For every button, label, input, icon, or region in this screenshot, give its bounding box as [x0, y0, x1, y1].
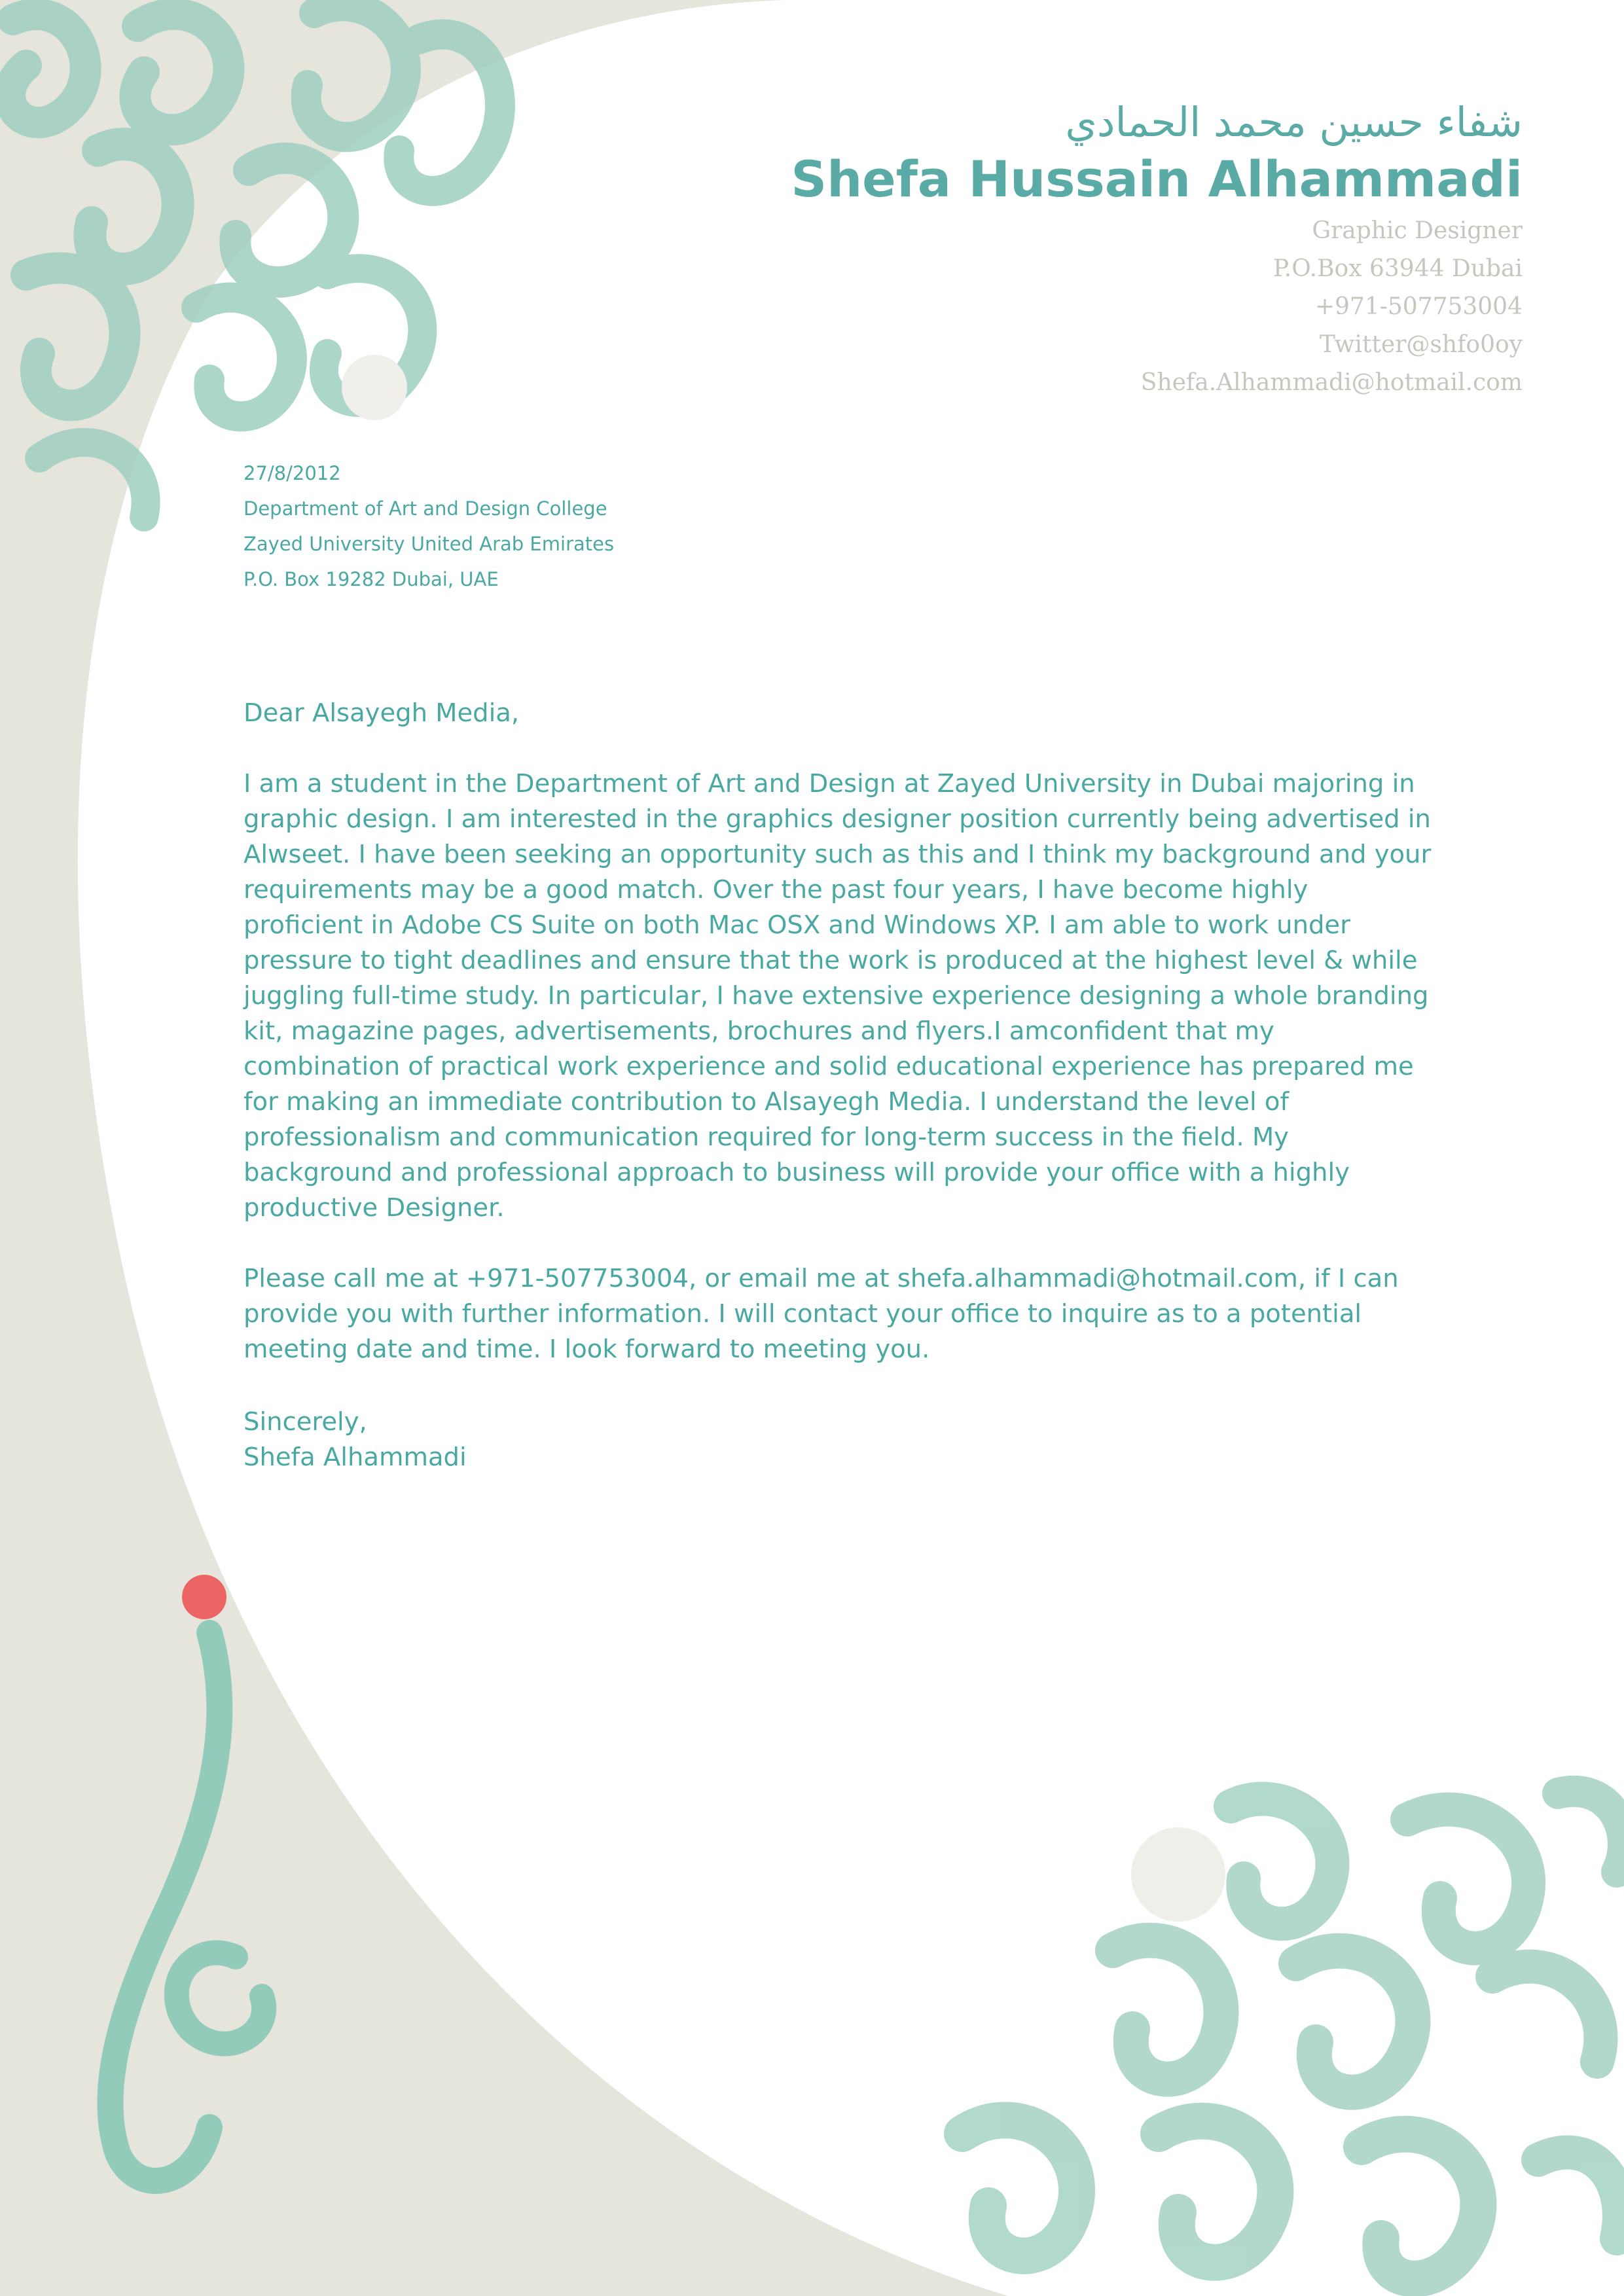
contact-phone: +971-507753004 — [1314, 293, 1523, 320]
letter-date: 27/8/2012 — [244, 462, 341, 484]
body-paragraph: Please call me at +971-507753004, or email me at shefa.alhammadi@hotmail.com, if I can provide you with further information. I will contact your office to inquire as to a potential meeting date and time. I look forward to meeting you. — [244, 1264, 1399, 1364]
letter-body — [244, 696, 1435, 1403]
recipient-line: Department of Art and Design College — [244, 497, 607, 520]
name-english: Shefa Hussain Alhammadi — [791, 150, 1523, 209]
body-paragraph: I am a student in the Department of Art and Design at Zayed University in Dubai majoring in graphic design. I am interested in the graphics designer position currently being advertised in Alwseet. I have been seeking an opportunity such as this and I think my background and your requirements may be a good match. Over the past four years, I have become highly proficient in Adobe CS Suite on both Mac OSX and Windows XP. I am able to work under pressure to tight deadlines and ensure that the work is produced at the highest level & while juggling full-time study. In particular, I have extensive experience designing a whole branding kit, magazine pages, advertisements, brochures and flyers.I amconfident that my combination of practical work experience and solid educational experience has prepared me for making an immediate contribution to Alsayegh Media. I understand the level of professionalism and communication required for long-term success in the field. My background and professional approach to business will provide your office with a highly productive Designer. — [244, 769, 1432, 1223]
contact-block — [791, 212, 1523, 402]
contact-title: Graphic Designer — [1312, 217, 1523, 244]
recipient-line: P.O. Box 19282 Dubai, UAE — [244, 568, 499, 590]
calligraphy-logo-icon — [110, 1575, 264, 2181]
salutation: Dear Alsayegh Media, — [244, 698, 520, 728]
recipient-block — [244, 456, 614, 597]
decor-dot-top — [342, 355, 407, 420]
contact-address: P.O.Box 63944 Dubai — [1272, 255, 1523, 282]
closing: Sincerely, — [244, 1407, 367, 1437]
decor-dot-bottom — [1131, 1827, 1225, 1922]
letterhead-header — [791, 98, 1523, 402]
recipient-line: Zayed University United Arab Emirates — [244, 533, 615, 555]
name-arabic: شفاء حسين محمد الحمادي — [1065, 98, 1523, 146]
signature-name: Shefa Alhammadi — [244, 1443, 467, 1472]
signoff-block — [244, 1405, 467, 1475]
contact-twitter: Twitter@shfo0oy — [1319, 331, 1523, 358]
contact-email: Shefa.Alhammadi@hotmail.com — [1140, 368, 1523, 396]
